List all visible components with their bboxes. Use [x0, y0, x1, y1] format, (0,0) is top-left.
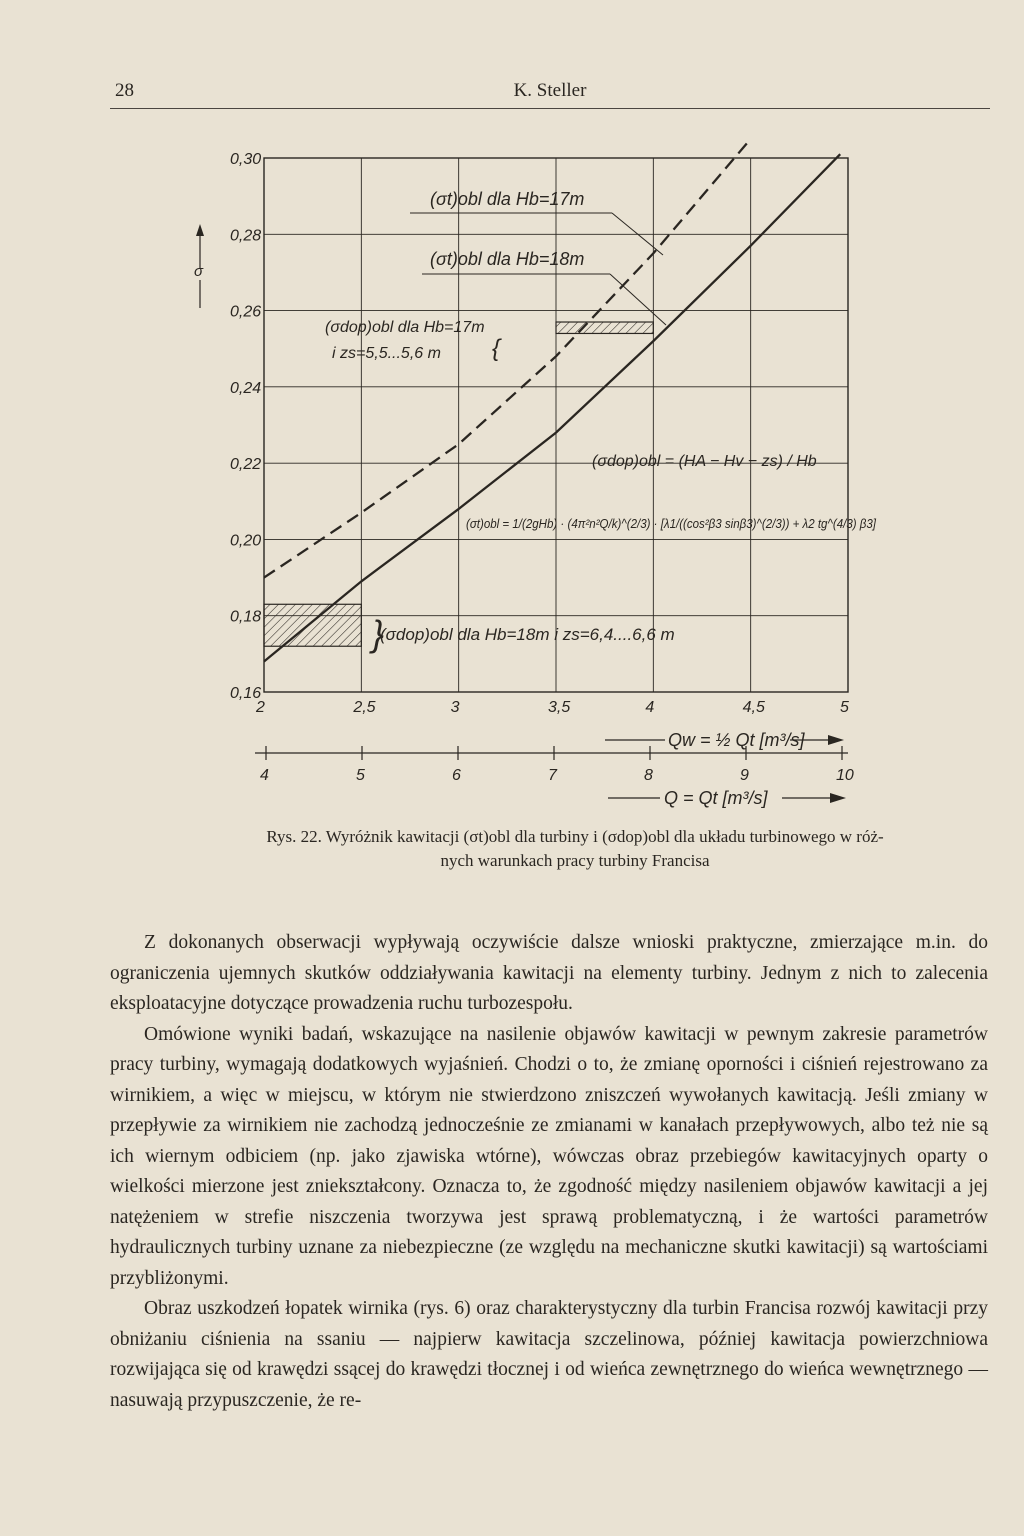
paragraph-3: Obraz uszkodzeń łopatek wirnika (rys. 6) oraz charakterystyczny dla turbin Francisa rozwój kawitacji przy obniżaniu ciśnienia na ssaniu — najpierw kawitacja szczelinowa, później kawitacja powierzchniowa rozwijająca się od krawędzi ssącej do krawędzi tłocznej i od wieńca zewnętrznego do wieńca wewnętrznego — nasuwają przypuszczenie, że re-: [110, 1298, 988, 1411]
q-tick-label: 8: [644, 767, 653, 784]
hatched-region: [556, 322, 653, 333]
paragraph-2: Omówione wyniki badań, wskazujące na nasilenie objawów kawitacji w pewnym zakresie parametrów pracy turbiny, wymagają dodatkowych wyjaśnień. Chodzi o to, że zmianę oporności i ciśnień rejestrowano za wirnikiem, a więc w miejscu, w którym nie stwierdzono zniszczeń wywołanych kawitacją. Jeśli zmiany w przepływie za wirnikiem nie zachodzą jednocześnie ze zmianami w kanałach przepływowych, albo też nie są ich wiernym odbiciem (np. jako zjawiska wtórne), wówczas obraz przebiegów kawitacyjnych oparty o wielkości mierzone jest zniekształcony. Oznacza to, że zgodność między nasileniem objawów kawitacji a jej natężeniem w strefie niszczenia tworzywa jest sprawą problematyczną, i że wartości parametrów hydraulicznych turbiny uznane za niebezpieczne (ze względu na mechaniczne skutki kawitacji) są wartościami przybliżonymi.: [110, 1023, 988, 1289]
leader-18b: [610, 274, 666, 325]
x-tick-label: 4: [645, 699, 655, 716]
y-tick-label: 0,18: [230, 608, 262, 626]
brace-region-18: }: [372, 613, 385, 654]
y-tick-label: 0,22: [230, 456, 262, 474]
y-arrow-head: [196, 224, 204, 236]
x-tick-label: 4,5: [742, 699, 765, 716]
q-tick-label: 7: [548, 767, 557, 784]
x-tick-label: 2,5: [353, 699, 376, 716]
q-tick-label: 6: [452, 767, 461, 784]
q-tick-label: 4: [260, 767, 269, 784]
brace-region-17: {: [492, 335, 501, 362]
x-axis-top-label: Qw = ½ Qt [m³/s]: [668, 730, 805, 750]
x-tick-label: 2: [256, 699, 265, 716]
y-tick-label: 0,30: [230, 151, 262, 168]
body-text: [110, 928, 988, 1416]
qw-arrow-head: [828, 735, 844, 745]
formula-sigma-dop: (σdop)obl = (HA − Hv − zs) / Hb: [592, 453, 817, 470]
label-series-17: (σt)obl dla Hb=17m: [430, 189, 585, 209]
hatched-region: [264, 604, 361, 646]
label-region-17: (σdop)obl dla Hb=17m: [325, 319, 485, 336]
series-line: [264, 154, 840, 661]
x-axis-bottom-label: Q = Qt [m³/s]: [664, 788, 768, 808]
caption-line-1: Rys. 22. Wyróżnik kawitacji (σt)obl dla turbiny i (σdop)obl dla układu turbinowego w róż-: [266, 827, 884, 846]
caption-line-2: nych warunkach pracy turbiny Francisa: [440, 851, 710, 870]
y-axis-label: σ: [194, 263, 204, 280]
paragraph-1: Z dokonanych obserwacji wypływają oczywiście dalsze wnioski praktyczne, zmierzające m.in. do ograniczenia ujemnych skutków oddziaływania kawitacji na elementy turbiny. Jednym z nich to zalecenia eksploatacyjne dotyczące prowadzenia ruchu turbozespołu.: [110, 932, 988, 1014]
formula-sigma-t: (σt)obl = 1/(2gHb) · (4π²n²Q/k)^(2/3) · [λ1/((cos²β3 sinβ3)^(2/3)) + λ2 tg^(4/3) β3]: [466, 516, 877, 531]
q-tick-label: 10: [836, 767, 854, 784]
x-tick-label: 3: [450, 699, 460, 716]
running-head-author: K. Steller: [513, 80, 587, 101]
x-tick-label: 5: [840, 699, 849, 716]
q-tick-label: 9: [740, 767, 749, 784]
q-tick-label: 5: [356, 767, 365, 784]
label-region-17-zs: i zs=5,5...5,6 m: [332, 345, 441, 362]
q-arrow-head: [830, 793, 846, 803]
y-tick-label: 0,24: [230, 379, 262, 397]
label-region-18: (σdop)obl dla Hb=18m i zs=6,4....6,6 m: [380, 625, 675, 644]
y-tick-label: 0,26: [230, 303, 262, 321]
y-tick-label: 0,20: [230, 532, 262, 550]
page-number: 28: [115, 80, 134, 101]
y-tick-label: 0,16: [230, 685, 262, 702]
label-series-18: (σt)obl dla Hb=18m: [430, 249, 585, 269]
x-tick-label: 3,5: [548, 699, 571, 716]
figure-caption: [185, 825, 965, 873]
y-tick-label: 0,28: [230, 227, 262, 245]
